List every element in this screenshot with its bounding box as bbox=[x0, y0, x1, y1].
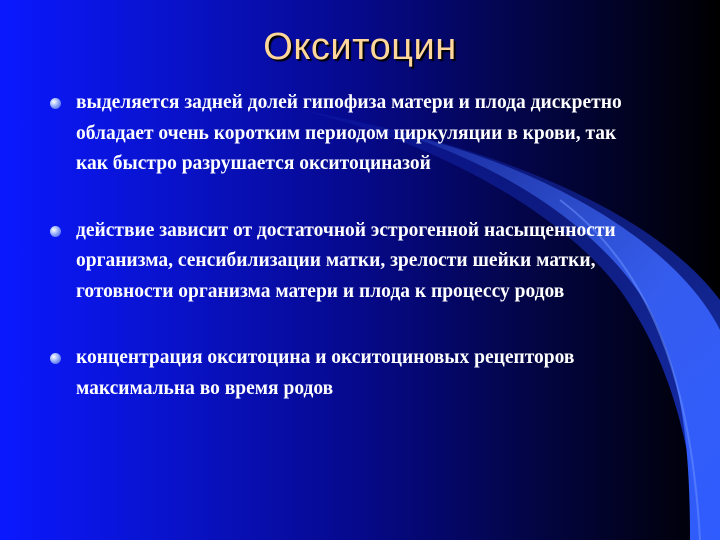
bullet-dot-icon bbox=[50, 353, 61, 364]
bullet-dot-icon bbox=[50, 98, 61, 109]
bullet-dot-icon bbox=[50, 226, 61, 237]
slide-title: Окситоцин bbox=[263, 26, 457, 68]
bullet-item-1 bbox=[50, 88, 650, 180]
bullet-list bbox=[50, 88, 650, 404]
bullet-text: действие зависит от достаточной эстрогенной насыщенности организма, сенсибилизации матки, зрелости шейки матки, готовности организма матери и плода к процессу родов bbox=[76, 219, 616, 302]
bullet-item-3 bbox=[50, 343, 650, 404]
bullet-item-2 bbox=[50, 216, 650, 308]
bullet-text: концентрация окситоцина и окситоциновых рецепторов максимальна во время родов bbox=[76, 347, 575, 399]
bullet-text: выделяется задней долей гипофиза матери и плода дискретно обладает очень коротким периодом циркуляции в крови, так как быстро разрушается окситоциназой bbox=[76, 92, 622, 174]
